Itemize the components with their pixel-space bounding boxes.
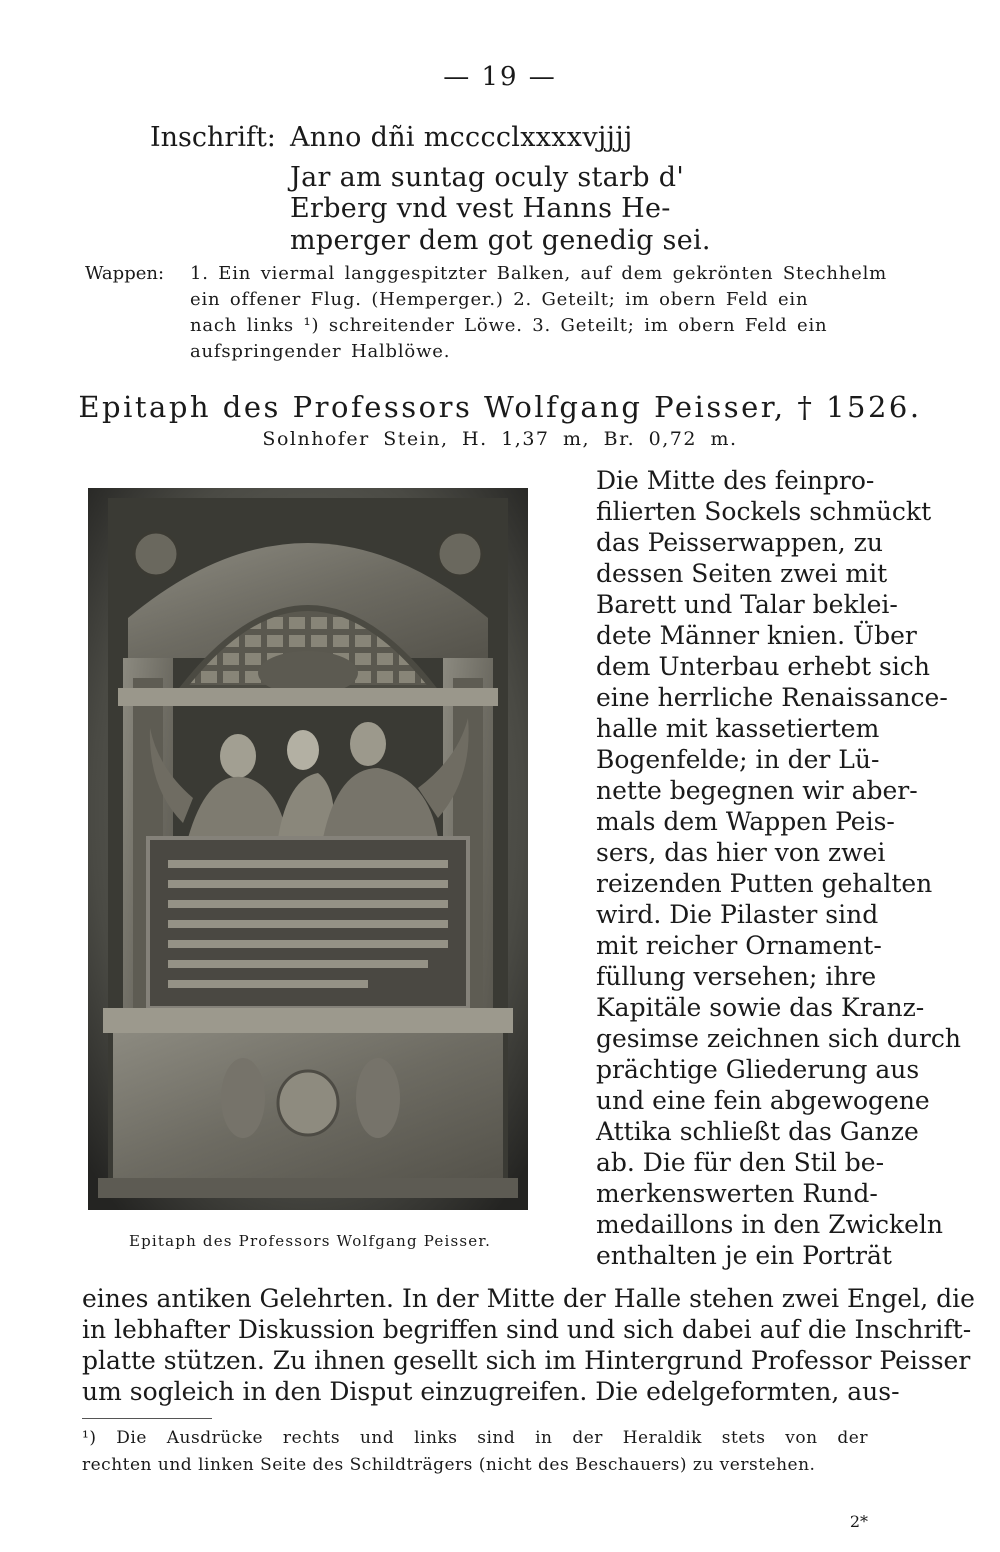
wappen-line: nach links ¹) schreitender Löwe. 3. Geteilt; im obern Feld ein <box>190 315 828 336</box>
body-line: mals dem Wappen Peis- <box>596 807 895 836</box>
inschrift-line: Anno dñi mcccclxxxxvjjjj <box>290 122 633 153</box>
body-line: und eine fein abgewogene <box>596 1086 930 1115</box>
body-line: nette begegnen wir aber- <box>596 776 918 805</box>
body-line: füllung versehen; ihre <box>596 962 877 991</box>
body-line: medaillons in den Zwickeln <box>596 1210 944 1239</box>
inschrift-line: mperger dem got genedig sei. <box>290 225 711 256</box>
body-line: filierten Sockels schmückt <box>596 497 932 526</box>
body-line: gesimse zeichnen sich durch <box>596 1024 961 1053</box>
signature-mark: 2* <box>849 1512 868 1531</box>
body-line: Kapitäle sowie das Kranz- <box>596 993 925 1022</box>
body-line: prächtige Gliederung aus <box>596 1055 920 1084</box>
body-line: Die Mitte des feinpro- <box>596 466 875 495</box>
body-line: platte stützen. Zu ihnen gesellt sich im Hintergrund Professor Peisser <box>82 1346 971 1375</box>
body-line: reizenden Putten gehalten <box>596 869 933 898</box>
inschrift-line: Erberg vnd vest Hanns He- <box>290 193 671 224</box>
footnote-divider <box>82 1418 212 1419</box>
body-line: merkenswerten Rund- <box>596 1179 878 1208</box>
epitaph-photograph <box>88 488 528 1210</box>
body-line: ab. Die für den Stil be- <box>596 1148 885 1177</box>
body-line: mit reicher Ornament- <box>596 931 882 960</box>
body-line: Barett und Talar beklei- <box>596 590 898 619</box>
inschrift-line: Jar am suntag oculy starb d' <box>290 162 685 193</box>
body-line: sers, das hier von zwei <box>596 838 886 867</box>
wappen-line: aufspringender Halblöwe. <box>190 341 451 362</box>
body-line: halle mit kassetiertem <box>596 714 880 743</box>
body-line: dem Unterbau erhebt sich <box>596 652 930 681</box>
footnote-line: ¹) Die Ausdrücke rechts und links sind in der Heraldik stets von der <box>82 1428 868 1448</box>
body-line: dessen Seiten zwei mit <box>596 559 888 588</box>
body-line: enthalten je ein Porträt <box>596 1241 892 1270</box>
body-line: Attika schließt das Ganze <box>596 1117 919 1146</box>
section-subtitle: Solnhofer Stein, H. 1,37 m, Br. 0,72 m. <box>262 428 738 450</box>
wappen-line: 1. Ein viermal langgespitzter Balken, auf dem gekrönten Stechhelm <box>190 263 888 284</box>
inschrift-label: Inschrift: <box>150 122 276 153</box>
page-number: — 19 — <box>443 62 557 92</box>
body-line: um sogleich in den Disput einzugreifen. Die edelgeformten, aus- <box>82 1377 900 1406</box>
body-line: eine herrliche Renaissance- <box>596 683 948 712</box>
body-line: in lebhafter Diskussion begriffen sind und sich dabei auf die Inschrift- <box>82 1315 972 1344</box>
body-line: eines antiken Gelehrten. In der Mitte der Halle stehen zwei Engel, die <box>82 1284 975 1313</box>
body-line: Bogenfelde; in der Lü- <box>596 745 880 774</box>
body-line: das Peisserwappen, zu <box>596 528 883 557</box>
wappen-label: Wappen: <box>85 263 165 284</box>
footnote-line: rechten und linken Seite des Schildträgers (nicht des Beschauers) zu verstehen. <box>82 1455 816 1475</box>
wappen-line: ein offener Flug. (Hemperger.) 2. Geteilt; im obern Feld ein <box>190 289 809 310</box>
body-line: wird. Die Pilaster sind <box>596 900 879 929</box>
section-title: Epitaph des Professors Wolfgang Peisser, † 1526. <box>78 390 922 424</box>
body-line: dete Männer knien. Über <box>596 621 917 650</box>
figure-caption: Epitaph des Professors Wolfgang Peisser. <box>128 1232 492 1250</box>
